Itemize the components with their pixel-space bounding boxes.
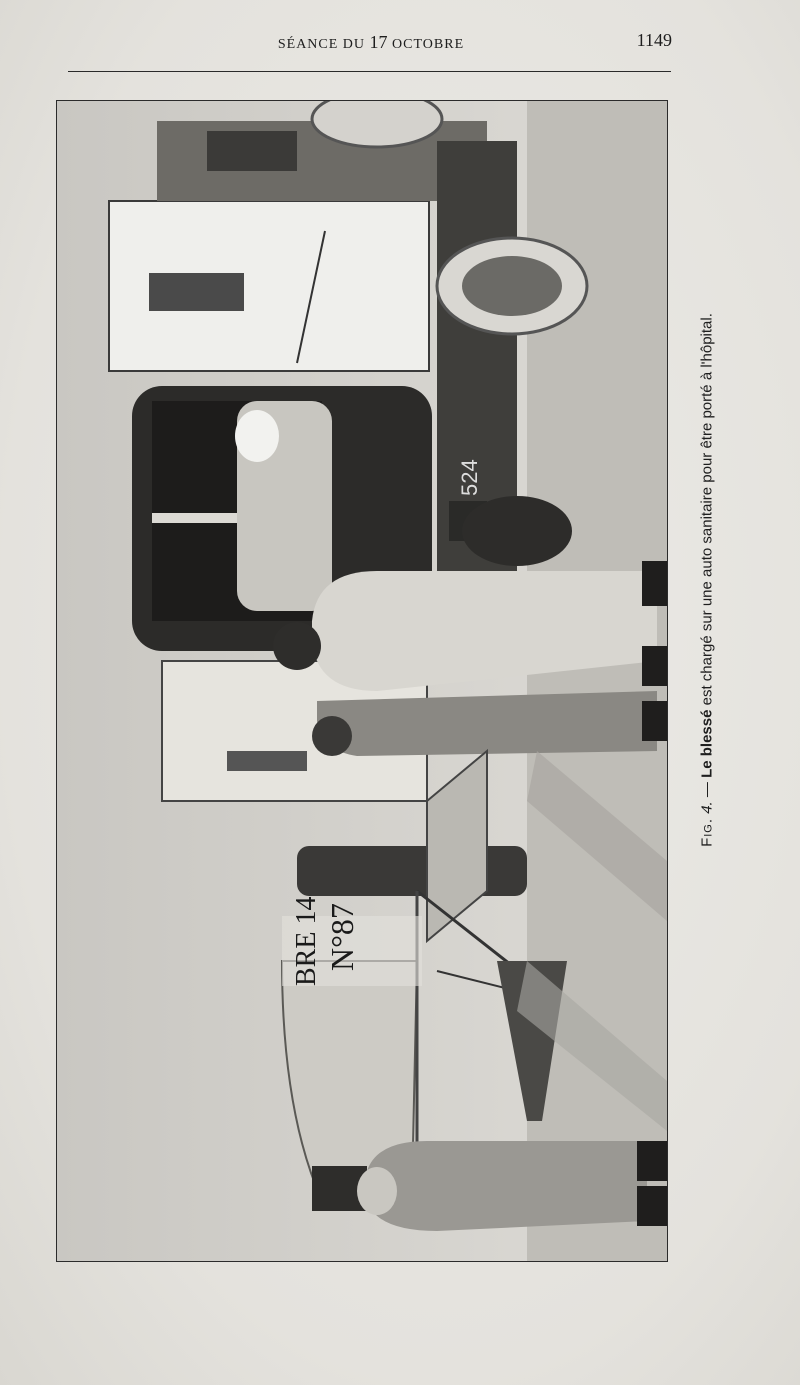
running-title-day: 17 (369, 32, 388, 52)
plane-marking-bre (291, 897, 322, 986)
page-number: 1149 (636, 30, 672, 50)
caption-fig-label: Fig. (698, 817, 716, 847)
running-head (70, 30, 672, 56)
caption-rest: est chargé sur une auto sanitaire pour être porté à l'hôpital. (698, 313, 716, 706)
stretcher-icon (235, 401, 332, 611)
running-title-suffix: OCTOBRE (392, 37, 465, 52)
vehicle-plate (457, 459, 482, 496)
header-rule (68, 71, 671, 72)
ambulance-wheel-front (437, 238, 587, 334)
figure-photo (56, 100, 668, 1262)
caption-fig-number: 4. (698, 801, 716, 814)
caption-dash: — (698, 782, 716, 798)
running-title (70, 32, 672, 53)
svg-text:524: 524 (457, 459, 482, 496)
orderly-figures (273, 561, 667, 756)
figure-caption (693, 110, 721, 1050)
plane-marking-number (324, 903, 360, 971)
svg-text:N°87: N°87 (324, 903, 360, 971)
ambulance-wheel-top (312, 101, 442, 147)
photo-illustration (57, 101, 667, 1261)
svg-text:BRE 14: BRE 14 (291, 896, 322, 986)
ambulance-wheel-rear (462, 496, 572, 566)
running-title-prefix: SÉANCE DU (277, 37, 366, 52)
caption-text (699, 313, 716, 847)
caption-lead: Le blessé (698, 709, 716, 778)
